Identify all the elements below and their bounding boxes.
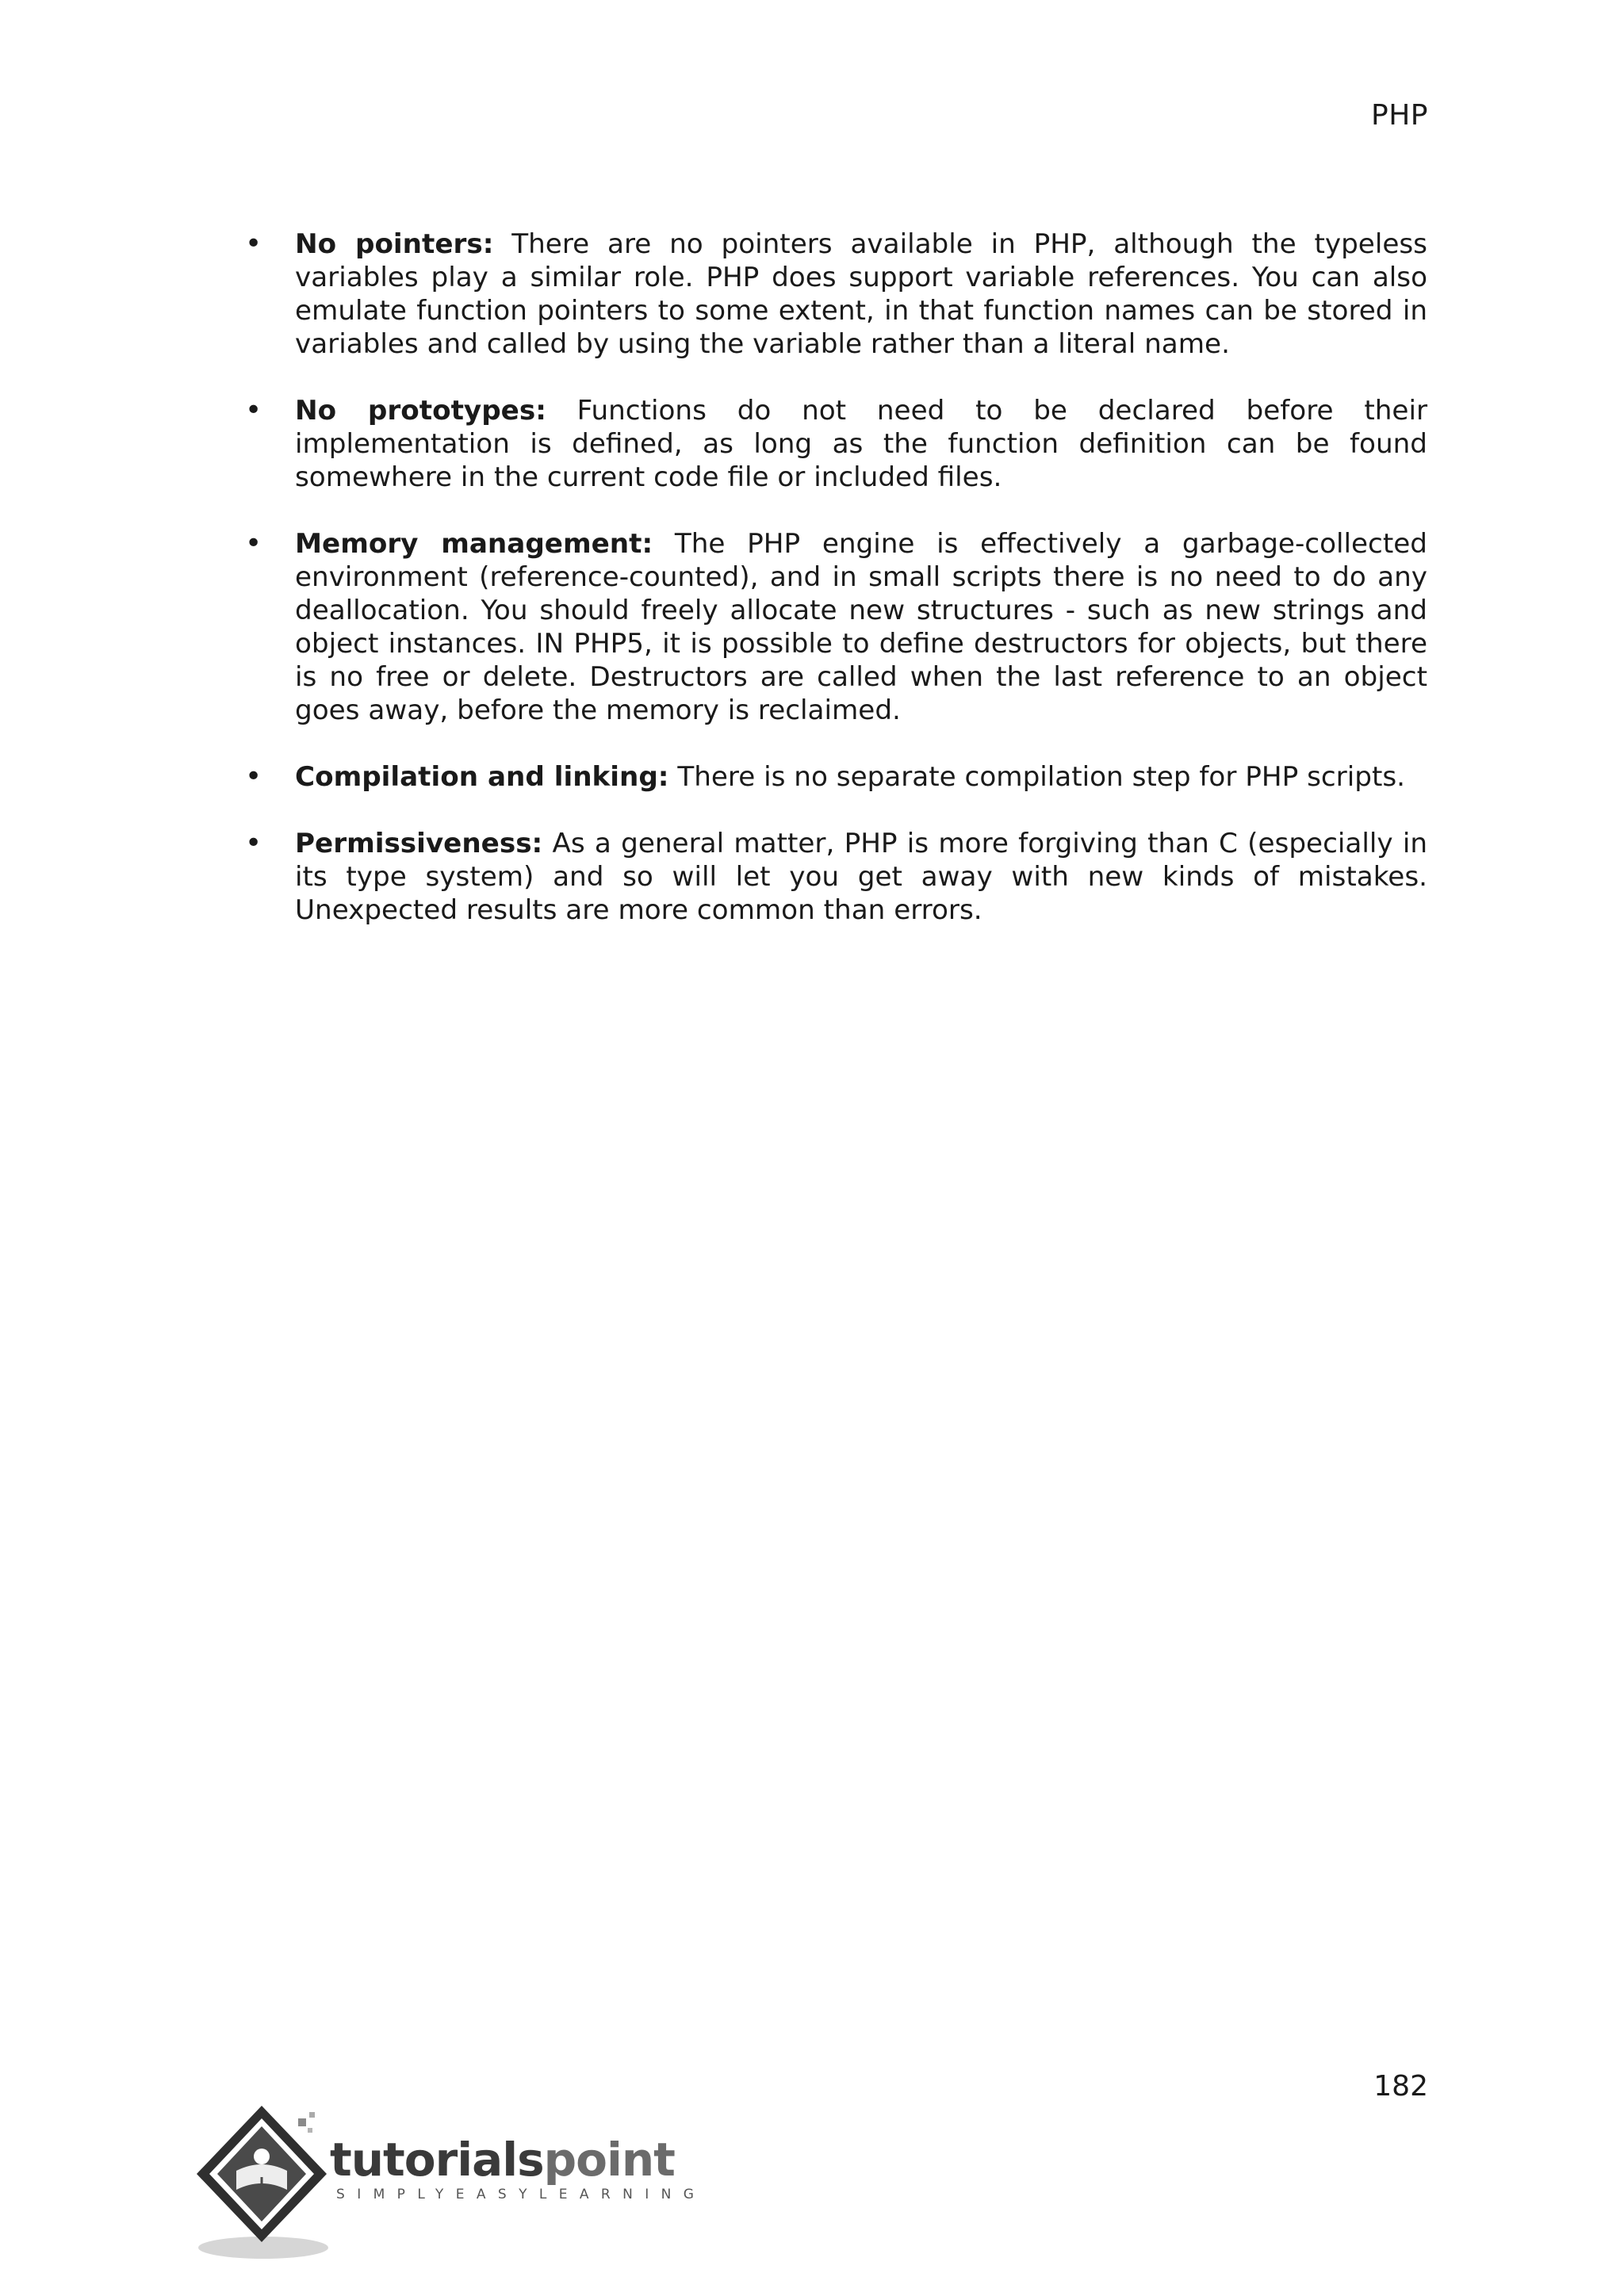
list-item-term: No pointers: — [295, 228, 494, 260]
page-number: 182 — [1373, 2070, 1428, 2103]
list-item-term: Memory management: — [295, 528, 653, 560]
logo-mark-icon — [190, 2101, 333, 2267]
list-item-text — [295, 394, 1427, 494]
list-item-body: There is no separate compilation step for PHP scripts. — [668, 761, 1406, 793]
bullet-icon: • — [245, 228, 262, 260]
list-item — [245, 760, 1427, 794]
list-item — [245, 527, 1427, 727]
list-item-body: The PHP engine is effectively a garbage-collected environment (reference-counted), and in small scripts there is no need to do any deallocation. You should freely allocate new structures - such as new strings and object instances. IN PHP5, it is possible to define destructors for objects, but there is no free or delete. Destructors are called when the last reference to an object goes away, before the memory is reclaimed. — [295, 528, 1427, 726]
list-item — [245, 228, 1427, 361]
logo-wordmark — [330, 2134, 675, 2185]
list-item-term: Compilation and linking: — [295, 761, 669, 793]
bullet-icon: • — [245, 527, 262, 560]
list-item — [245, 394, 1428, 494]
list-item-term: Permissiveness: — [295, 828, 543, 859]
bullet-icon: • — [245, 394, 262, 427]
logo-wordmark-accent: point — [543, 2133, 675, 2187]
bullet-list — [245, 228, 1428, 960]
list-item-body: There are no pointers available in PHP, although the typeless variables play a similar role. PHP does support variable references. You can also emulate function pointers to some extent, in that function names can be stored in variables and called by using the variable rather than a literal name. — [295, 228, 1427, 360]
running-header: PHP — [1371, 99, 1428, 132]
list-item-body: As a general matter, PHP is more forgiving than C (especially in its type system) and so will let you get away with new kinds of mistakes. Unexpected results are more common than errors. — [295, 828, 1427, 926]
bullet-icon: • — [245, 760, 262, 793]
logo-wordmark-main: tutorials — [330, 2133, 544, 2187]
bullet-icon: • — [245, 827, 262, 859]
list-item-text — [295, 228, 1427, 361]
list-item-body: Functions do not need to be declared before their implementation is defined, as long as the function definition can be found somewhere in the current code file or included files. — [295, 395, 1428, 493]
tutorialspoint-logo — [190, 2101, 707, 2267]
list-item-text — [295, 760, 1427, 794]
list-item-text — [295, 827, 1427, 927]
list-item-term: No prototypes: — [295, 395, 546, 427]
logo-tagline: SIMPLYEASYLEARNING — [336, 2187, 707, 2202]
list-item-text — [295, 527, 1427, 727]
list-item — [245, 827, 1427, 927]
